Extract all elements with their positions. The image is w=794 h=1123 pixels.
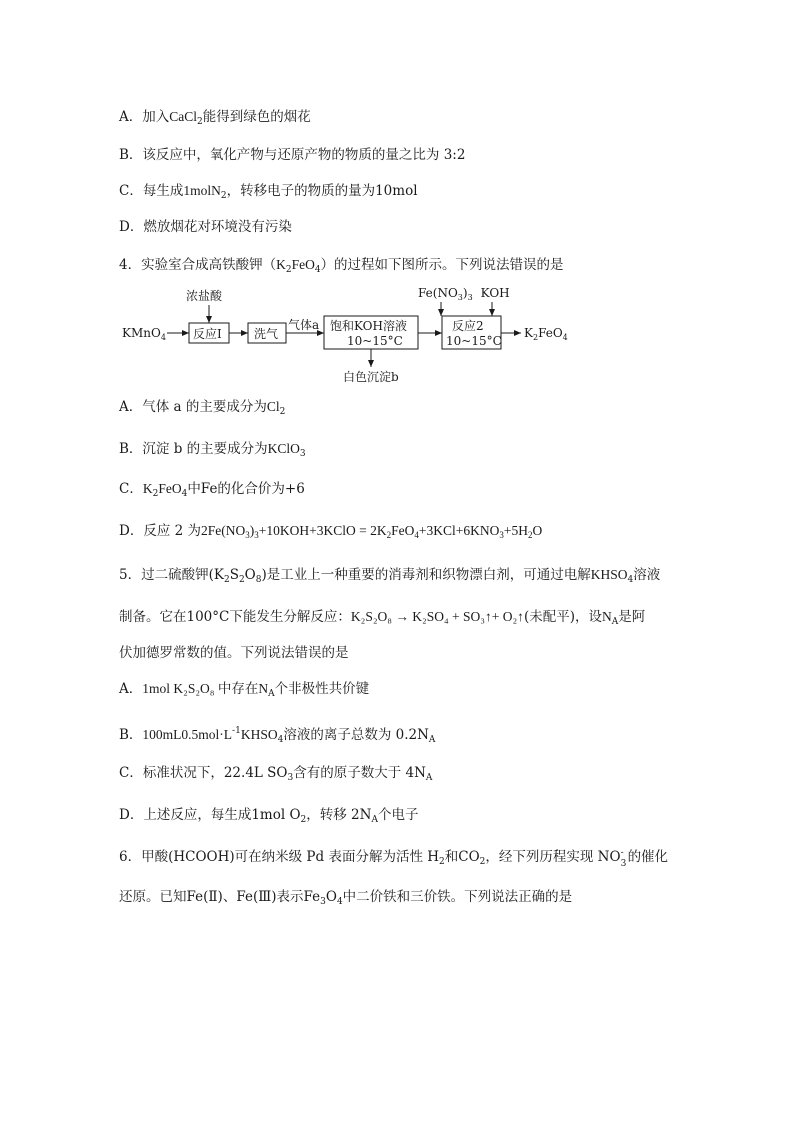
formula: FeO bbox=[291, 257, 315, 272]
subscript: 2 bbox=[439, 857, 445, 867]
formula: K bbox=[276, 257, 286, 272]
stem-text: S bbox=[229, 567, 239, 583]
question-5-stem-line3 bbox=[119, 644, 349, 662]
option-label: A． bbox=[119, 681, 143, 697]
formula: K bbox=[142, 481, 153, 496]
formula: KHSO bbox=[240, 727, 278, 742]
option-text: 沉淀 b 的主要成分为 bbox=[142, 441, 268, 457]
subscript: 4 bbox=[314, 265, 321, 275]
option-3a bbox=[119, 108, 311, 131]
option-label: B． bbox=[119, 727, 143, 743]
subscript: 3 bbox=[299, 449, 306, 459]
stem-text: 还原。已知Fe(Ⅱ)、Fe(Ⅲ)表示Fe bbox=[119, 889, 321, 905]
option-text: 1mol K₂S₂O₈ 中存在 bbox=[142, 681, 259, 696]
option-5a bbox=[119, 680, 369, 703]
formula: CaCl bbox=[169, 109, 198, 124]
subscript: 4 bbox=[277, 735, 284, 745]
option-5c bbox=[119, 764, 432, 787]
option-text: 100mL0.5mol·L bbox=[142, 727, 233, 742]
gas-a-label: 气体a bbox=[288, 318, 320, 332]
formula: 1molN bbox=[183, 183, 221, 198]
question-6-stem-line1 bbox=[119, 848, 668, 871]
option-text: 加入 bbox=[142, 109, 170, 125]
subscript: 2 bbox=[479, 857, 486, 867]
option-text: 含有的原子数大于 4N bbox=[293, 765, 426, 781]
superscript: -1 bbox=[232, 726, 241, 736]
option-text: 该反应中，氧化产物与还原产物的物质的量之比为 3:2 bbox=[142, 147, 466, 163]
option-4a bbox=[119, 398, 285, 421]
option-label: D． bbox=[119, 807, 144, 823]
option-text: 每生成 bbox=[142, 183, 184, 199]
option-4c bbox=[119, 480, 305, 503]
option-label: C． bbox=[119, 765, 143, 781]
subscript: 2 bbox=[197, 117, 203, 127]
question-4-stem bbox=[119, 256, 564, 279]
stem-text: 和CO bbox=[444, 849, 480, 865]
stem-text: O bbox=[244, 567, 256, 583]
stem-text: ，经下列历程实现 NO bbox=[485, 849, 621, 865]
option-3d bbox=[119, 218, 292, 236]
option-5d bbox=[119, 806, 418, 829]
formula: N bbox=[258, 681, 269, 696]
option-4b bbox=[119, 440, 306, 463]
stem-text: 5．过二硫酸钾(K bbox=[119, 567, 224, 583]
option-text: 标准状况下，22.4L SO bbox=[142, 765, 288, 781]
temperature-label: 10~15°C bbox=[347, 334, 403, 348]
option-text: 个电子 bbox=[377, 807, 419, 823]
option-text: ，转移电子的物质的量为10mol bbox=[226, 183, 418, 199]
question-6-stem-line2 bbox=[119, 888, 572, 911]
subscript: 3 bbox=[320, 897, 326, 907]
nitrate-charge: - 3 bbox=[620, 848, 627, 869]
formula: FeO bbox=[158, 481, 182, 496]
question-5-stem-line1 bbox=[119, 566, 660, 589]
option-text: 中Fe的化合价为+6 bbox=[187, 481, 305, 497]
formula: KClO bbox=[267, 441, 300, 456]
subscript: 2 bbox=[238, 575, 245, 585]
stem-text: 伏加德罗常数的值。下列说法错误的是 bbox=[119, 645, 349, 661]
kmno4-label: KMnO$_4$ bbox=[122, 326, 166, 342]
subscript: 4 bbox=[336, 897, 343, 907]
option-text: 燃放烟花对环境没有污染 bbox=[143, 219, 292, 235]
subscript: 2 bbox=[300, 815, 307, 825]
subscript: A bbox=[268, 689, 275, 699]
saturated-koh-label: 饱和KOH溶液 bbox=[330, 319, 407, 333]
temperature-label: 10~15°C bbox=[446, 334, 502, 348]
option-label: A． bbox=[119, 399, 143, 415]
option-3b bbox=[119, 146, 465, 164]
option-text: 上述反应，每生成1mol O bbox=[143, 807, 301, 823]
equation: K₂S₂O₈ → K₂SO₄ + SO₃↑+ O₂↑ bbox=[350, 609, 524, 624]
stem-text: )是工业上一种重要的消毒剂和织物漂白剂，可通过电解 bbox=[261, 567, 591, 583]
option-label: C． bbox=[119, 481, 143, 497]
subscript: 2 bbox=[152, 489, 159, 499]
precipitate-b-label: 白色沉淀b bbox=[343, 370, 399, 384]
stem-text: 是阿 bbox=[618, 609, 646, 625]
product-label: $K_2FeO_4$ bbox=[524, 326, 568, 342]
subscript: 8 bbox=[255, 575, 262, 585]
option-label: D． bbox=[119, 219, 144, 235]
synthesis-flow-diagram bbox=[115, 280, 585, 390]
stem-text: ）的过程如下图所示。下列说法错误的是 bbox=[320, 257, 564, 273]
formula: Cl bbox=[266, 399, 280, 414]
option-3c bbox=[119, 182, 418, 205]
stem-text: 溶液 bbox=[633, 567, 661, 583]
subscript: 2 bbox=[220, 191, 227, 201]
stem-text: 的催化 bbox=[627, 849, 669, 865]
subscript: A bbox=[371, 815, 378, 825]
stem-text: (未配平)，设 bbox=[523, 609, 602, 625]
subscript: A bbox=[428, 735, 436, 745]
question-5-stem-line2 bbox=[119, 608, 645, 631]
option-text: 反应 2 为 bbox=[143, 523, 201, 539]
conc-hcl-label: 浓盐酸 bbox=[186, 289, 223, 303]
subscript: A bbox=[425, 773, 433, 783]
option-text: 能得到绿色的烟花 bbox=[202, 109, 311, 125]
stem-text: 6．甲酸(HCOOH)可在纳米级 Pd 表面分解为活性 H bbox=[119, 849, 440, 865]
subscript: 3 bbox=[287, 773, 294, 783]
option-text: 个非极性共价键 bbox=[274, 681, 370, 697]
stem-text: 4．实验室合成高铁酸钾（ bbox=[119, 257, 277, 273]
equation: $2Fe(NO_3)_3+10KOH+3KClO = 2K_2FeO_4+3KCl+6KNO_3+5H_2O$ bbox=[201, 523, 543, 540]
option-text: 溶液的离子总数为 0.2N bbox=[283, 727, 429, 743]
option-label: D． bbox=[119, 523, 144, 539]
option-5b bbox=[119, 722, 435, 749]
reaction-1-label: 反应I bbox=[193, 327, 222, 341]
option-label: A． bbox=[119, 109, 143, 125]
option-4d bbox=[119, 522, 542, 544]
subscript: 2 bbox=[285, 265, 292, 275]
subscript: 2 bbox=[223, 575, 230, 585]
subscript: 4 bbox=[181, 489, 188, 499]
wash-label: 洗气 bbox=[254, 327, 279, 341]
formula: N bbox=[601, 609, 612, 624]
stem-text: O bbox=[325, 889, 337, 905]
option-label: B． bbox=[119, 147, 143, 163]
subscript: A bbox=[611, 617, 619, 627]
reagents-label: $Fe(NO_3)_3$ KOH bbox=[418, 286, 510, 302]
option-label: B． bbox=[119, 441, 143, 457]
reaction-2-label: 反应2 bbox=[452, 319, 484, 333]
formula: KHSO bbox=[590, 567, 628, 582]
stem-text: 制备。它在100°C下能发生分解反应： bbox=[119, 609, 351, 625]
option-label: C． bbox=[119, 183, 143, 199]
subscript: 4 bbox=[627, 575, 634, 585]
option-text: ，转移 2N bbox=[306, 807, 372, 823]
subscript: 2 bbox=[279, 407, 286, 417]
stem-text: 中二价铁和三价铁。下列说法正确的是 bbox=[342, 889, 573, 905]
option-text: 气体 a 的主要成分为 bbox=[142, 399, 267, 415]
